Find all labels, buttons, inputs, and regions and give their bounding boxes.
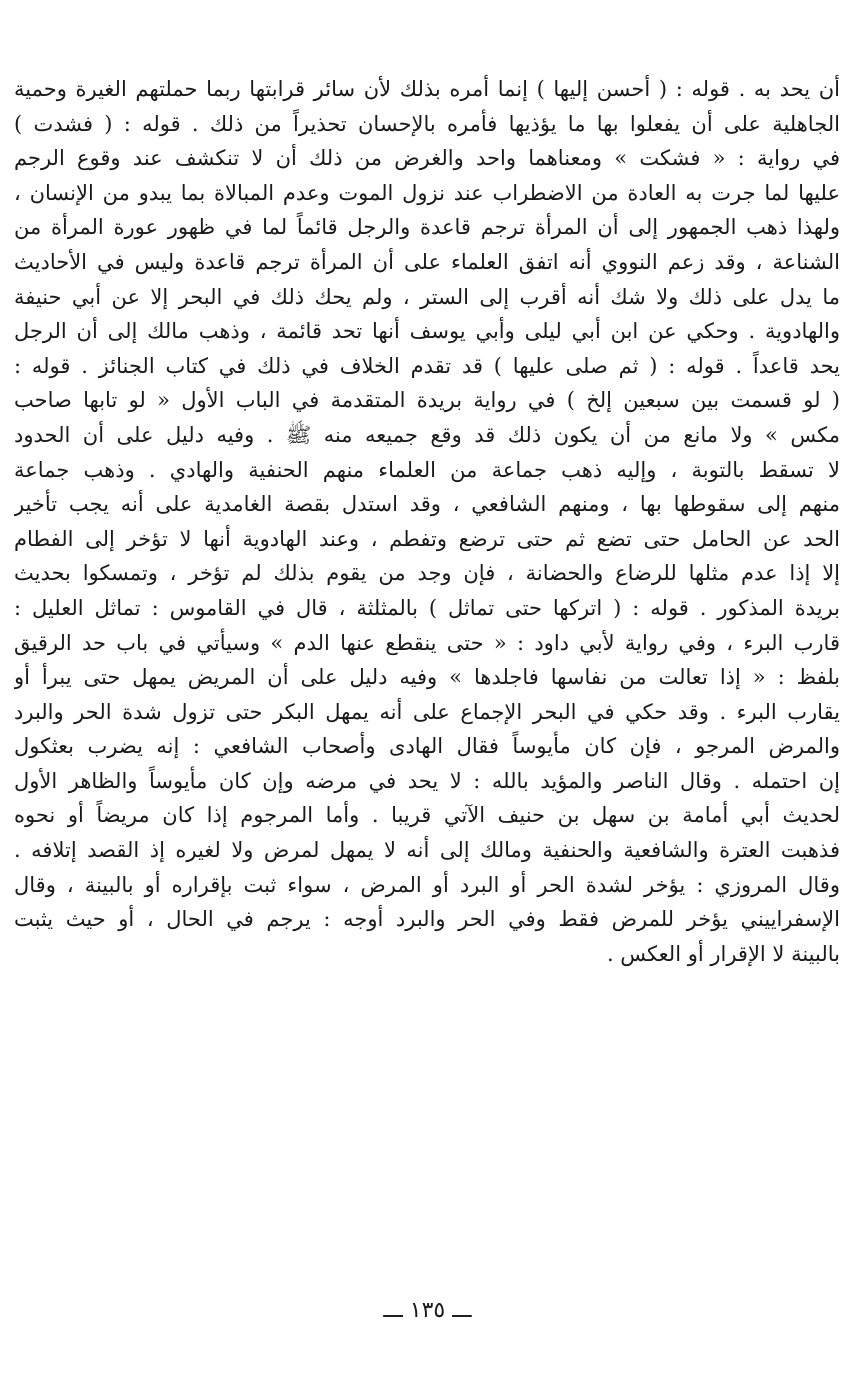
- text-line-15: إلا إذا عدم مثلها للرضاع والحضانة ، فإن وجد من يقوم بذلك لم تؤخر ، وتمسكوا بحديث: [14, 561, 840, 586]
- text-line-6: الشناعة ، وقد زعم النووي أنه اتفق العلماء على أن المرأة ترجم قاعدة وليس في الأحاديث: [14, 249, 840, 274]
- text-line-24: وقال المروزي : يؤخر لشدة الحر أو البرد أو المرض ، سواء ثبت بإقراره أو بالبينة ، وقال: [14, 872, 840, 897]
- text-line-9: يحد قاعداً . قوله : ( ثم صلى عليها ) قد تقدم الخلاف في ذلك في كتاب الجنائز . قوله :: [14, 353, 840, 378]
- page-number: ـــ ١٣٥ ـــ: [383, 1298, 472, 1323]
- text-line-23: فذهبت العترة والشافعية والحنفية ومالك إلى أنه لا يمهل لمرض ولا لغيره إذ القصد إتلافه .: [14, 838, 840, 863]
- text-line-4: عليها لما جرت به العادة من الاضطراب عند نزول الموت وعدم المبالاة بما يبدو من الإنسان ،: [14, 180, 840, 205]
- body-text: [14, 72, 840, 971]
- text-line-26: بالبينة لا الإقرار أو العكس .: [606, 941, 840, 966]
- text-line-12: لا تسقط بالتوبة ، وإليه ذهب جماعة من العلماء منهم الحنفية والهادي . وذهب جماعة: [14, 457, 840, 482]
- text-line-11: مكس » ولا مانع من أن يكون ذلك قد وقع جميعه منه ﷺ . وفيه دليل على أن الحدود: [14, 422, 840, 447]
- text-line-25: الإسفراييني يؤخر للمرض فقط وفي الحر والبرد أوجه : يرجم في الحال ، أو حيث يثبت: [14, 907, 840, 932]
- text-line-2: الجاهلية على أن يفعلوا بها ما يؤذيها فأمره بالإحسان تحذيراً من ذلك . قوله : ( فشدت ): [14, 111, 840, 136]
- text-line-16: بريدة المذكور . قوله : ( اتركها حتى تماثل ) بالمثلثة ، قال في القاموس : تماثل العليل :: [14, 595, 840, 620]
- text-line-8: والهادوية . وحكي عن ابن أبي ليلى وأبي يوسف أنها تحد قائمة ، وذهب مالك إلى أن الرجل: [14, 319, 840, 344]
- text-line-21: إن احتمله . وقال الناصر والمؤيد بالله : لا يحد في مرضه وإن كان مأيوساً والظاهر الأول: [14, 768, 840, 793]
- text-line-17: قارب البرء ، وفي رواية لأبي داود : « حتى ينقطع عنها الدم » وسيأتي في باب حد الرقيق: [14, 630, 840, 655]
- text-line-20: والمرض المرجو ، فإن كان مأيوساً فقال الهادى وأصحاب الشافعي : إنه يضرب بعثكول: [14, 734, 840, 759]
- text-line-19: يقارب البرء . وقد حكي في البحر الإجماع على أنه يمهل البكر حتى تزول شدة الحر والبرد: [14, 699, 840, 724]
- text-line-10: ( لو قسمت بين سبعين إلخ ) في رواية بريدة المتقدمة في الباب الأول « لو تابها صاحب: [14, 388, 840, 413]
- text-line-22: لحديث أبي أمامة بن سهل بن حنيف الآتي قريبا . وأما المرجوم إذا كان مريضاً أو نحوه: [14, 803, 840, 828]
- text-line-5: ولهذا ذهب الجمهور إلى أن المرأة ترجم قاعدة والرجل قائماً لما في ظهور عورة المرأة من: [14, 215, 840, 240]
- text-line-3: في رواية : « فشكت » ومعناهما واحد والغرض من ذلك أن لا تنكشف عند وقوع الرجم: [14, 146, 840, 171]
- text-line-1: أن يحد به . قوله : ( أحسن إليها ) إنما أمره بذلك لأن سائر قرابتها ربما حملتهم الغيرة وحمية: [14, 77, 840, 101]
- text-line-14: الحد عن الحامل حتى تضع ثم حتى ترضع وتفطم ، وعند الهادوية أنها لا تؤخر إلى الفطام: [14, 526, 840, 551]
- text-line-18: بلفظ : « إذا تعالت من نفاسها فاجلدها » وفيه دليل على أن المريض يمهل حتى يبرأ أو: [14, 665, 840, 690]
- text-line-7: ما يدل على ذلك ولا شك أنه أقرب إلى الستر ، ولم يحك ذلك في البحر إلا عن أبي حنيفة: [14, 284, 840, 309]
- text-line-13: منهم إلى سقوطها بها ، ومنهم الشافعي ، وقد استدل بقصة الغامدية على أنه يجب تأخير: [14, 492, 840, 517]
